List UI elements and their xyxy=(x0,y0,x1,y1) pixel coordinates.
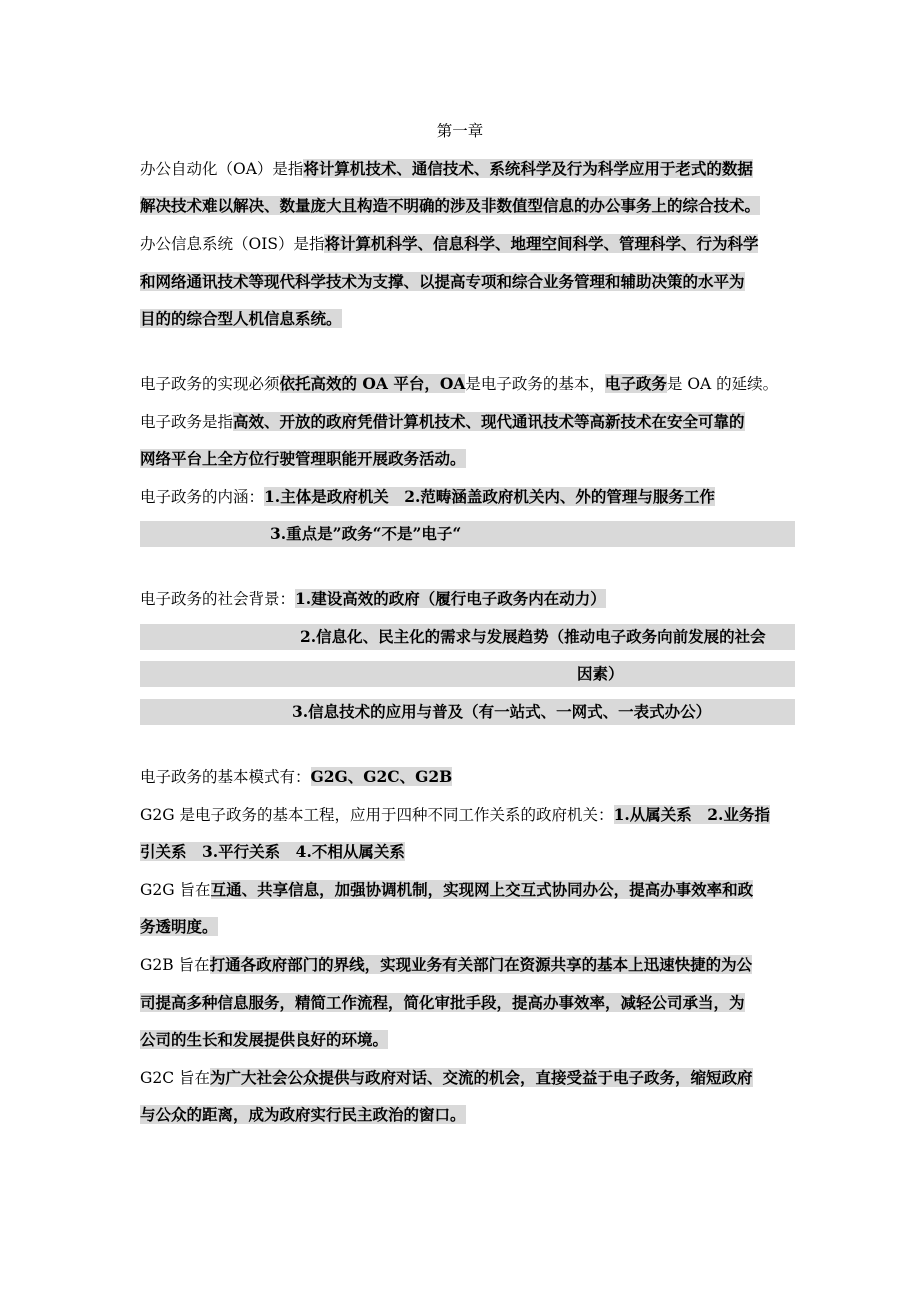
egov-def-1: 高效、开放的政府凭借计算机技术、现代通讯技术等高新技术在安全可靠的 xyxy=(233,412,745,431)
egov-basis-h1: 依托高效的 OA 平台，OA xyxy=(279,374,466,393)
connotation-item-2: 3.重点是”政务“不是”电子“ xyxy=(270,524,462,543)
oa-def-2: 解决技术难以解决、数量庞大且构造不明确的涉及非数值型信息的办公事务上的综合技术。 xyxy=(140,196,761,215)
g2c-aim-line-1 xyxy=(140,1065,795,1091)
modes-lead: 电子政务的基本模式有： xyxy=(140,768,311,786)
g2b-aim-line-1 xyxy=(140,952,795,978)
g2g-aim-line-2 xyxy=(140,914,795,940)
background-highlight-row-2b xyxy=(140,661,795,687)
background-item-3: 3.信息技术的应用与普及（有一站式、一网式、一表式办公） xyxy=(292,702,712,721)
connotation-lead: 电子政务的内涵： xyxy=(140,488,265,506)
g2b-aim-line-2 xyxy=(140,990,795,1016)
ois-lead: 办公信息系统（OIS）是指 xyxy=(140,235,325,253)
g2b-aim-def-1: 打通各政府部门的界线，实现业务有关部门在资源共享的基本上迅速快捷的为公 xyxy=(209,955,753,974)
g2b-aim-lead: G2B 旨在 xyxy=(140,956,210,974)
oa-lead: 办公自动化（OA）是指 xyxy=(140,160,304,178)
oa-definition-line-2 xyxy=(140,193,795,219)
connotation-item-1: 1.主体是政府机关 2.范畴涵盖政府机关内、外的管理与服务工作 xyxy=(264,487,715,506)
oa-def-1: 将计算机技术、通信技术、系统科学及行为科学应用于老式的数据 xyxy=(303,159,753,178)
g2c-aim-def-2: 与公众的距离，成为政府实行民主政治的窗口。 xyxy=(140,1105,466,1124)
egov-definition-line-1 xyxy=(140,409,795,435)
egov-def-lead: 电子政务是指 xyxy=(140,413,234,431)
egov-basis-p1: 电子政务的实现必须 xyxy=(140,375,280,393)
egov-def-2: 网络平台上全方位行驶管理职能开展政务活动。 xyxy=(140,449,466,468)
g2c-aim-def-1: 为广大社会公众提供与政府对话、交流的机会，直接受益于电子政务，缩短政府 xyxy=(210,1068,753,1087)
ois-definition-line-3 xyxy=(140,306,795,332)
connotation-highlight-row xyxy=(140,521,795,547)
modes-line xyxy=(140,764,795,790)
ois-def-3: 目的的综合型人机信息系统。 xyxy=(140,309,342,328)
ois-definition-line-2 xyxy=(140,269,795,295)
g2g-aim-def-1: 互通、共享信息，加强协调机制，实现网上交互式协同办公，提高办事效率和政 xyxy=(210,880,754,899)
ois-def-2: 和网络通讯技术等现代科学技术为支撑、以提高专项和综合业务管理和辅助决策的水平为 xyxy=(140,272,745,291)
egov-basis-line xyxy=(140,371,795,397)
background-lead: 电子政务的社会背景： xyxy=(140,590,296,608)
connotation-line-1 xyxy=(140,484,795,510)
g2g-types-line-2 xyxy=(140,839,795,865)
g2g-aim-line-1 xyxy=(140,877,795,903)
egov-basis-p3: 是 OA 的延续。 xyxy=(666,375,779,393)
g2g-types-lead: G2G 是电子政务的基本工程，应用于四种不同工作关系的政府机关： xyxy=(140,806,614,824)
g2g-types-line-1 xyxy=(140,802,795,828)
background-item-1: 1.建设高效的政府（履行电子政务内在动力） xyxy=(295,589,606,608)
ois-definition-line-1 xyxy=(140,231,795,257)
egov-basis-p2: 是电子政务的基本， xyxy=(465,375,605,393)
g2g-types-h2: 引关系 3.平行关系 4.不相从属关系 xyxy=(140,842,405,861)
g2b-aim-line-3 xyxy=(140,1027,795,1053)
g2g-aim-lead: G2G 旨在 xyxy=(140,881,211,899)
chapter-title: 第一章 xyxy=(436,122,484,140)
background-line-1 xyxy=(140,586,795,612)
g2c-aim-line-2 xyxy=(140,1102,795,1128)
g2b-aim-def-2: 司提高多种信息服务，精简工作流程，简化审批手段，提高办事效率，减轻公司承当，为 xyxy=(140,993,745,1012)
g2c-aim-lead: G2C 旨在 xyxy=(140,1069,211,1087)
egov-definition-line-2 xyxy=(140,446,795,472)
background-item-2b: 因素） xyxy=(577,664,624,683)
ois-def-1: 将计算机科学、信息科学、地理空间科学、管理科学、行为科学 xyxy=(324,234,759,253)
modes-value: G2G、G2C、G2B xyxy=(310,767,453,786)
background-item-2a: 2.信息化、民主化的需求与发展趋势（推动电子政务向前发展的社会 xyxy=(300,627,766,646)
g2g-types-h1: 1.从属关系 2.业务指 xyxy=(613,805,770,824)
g2b-aim-def-3: 公司的生长和发展提供良好的环境。 xyxy=(140,1030,389,1049)
egov-basis-h2: 电子政务 xyxy=(604,374,667,393)
oa-definition-line-1 xyxy=(140,156,795,182)
g2g-aim-def-2: 务透明度。 xyxy=(140,917,218,936)
